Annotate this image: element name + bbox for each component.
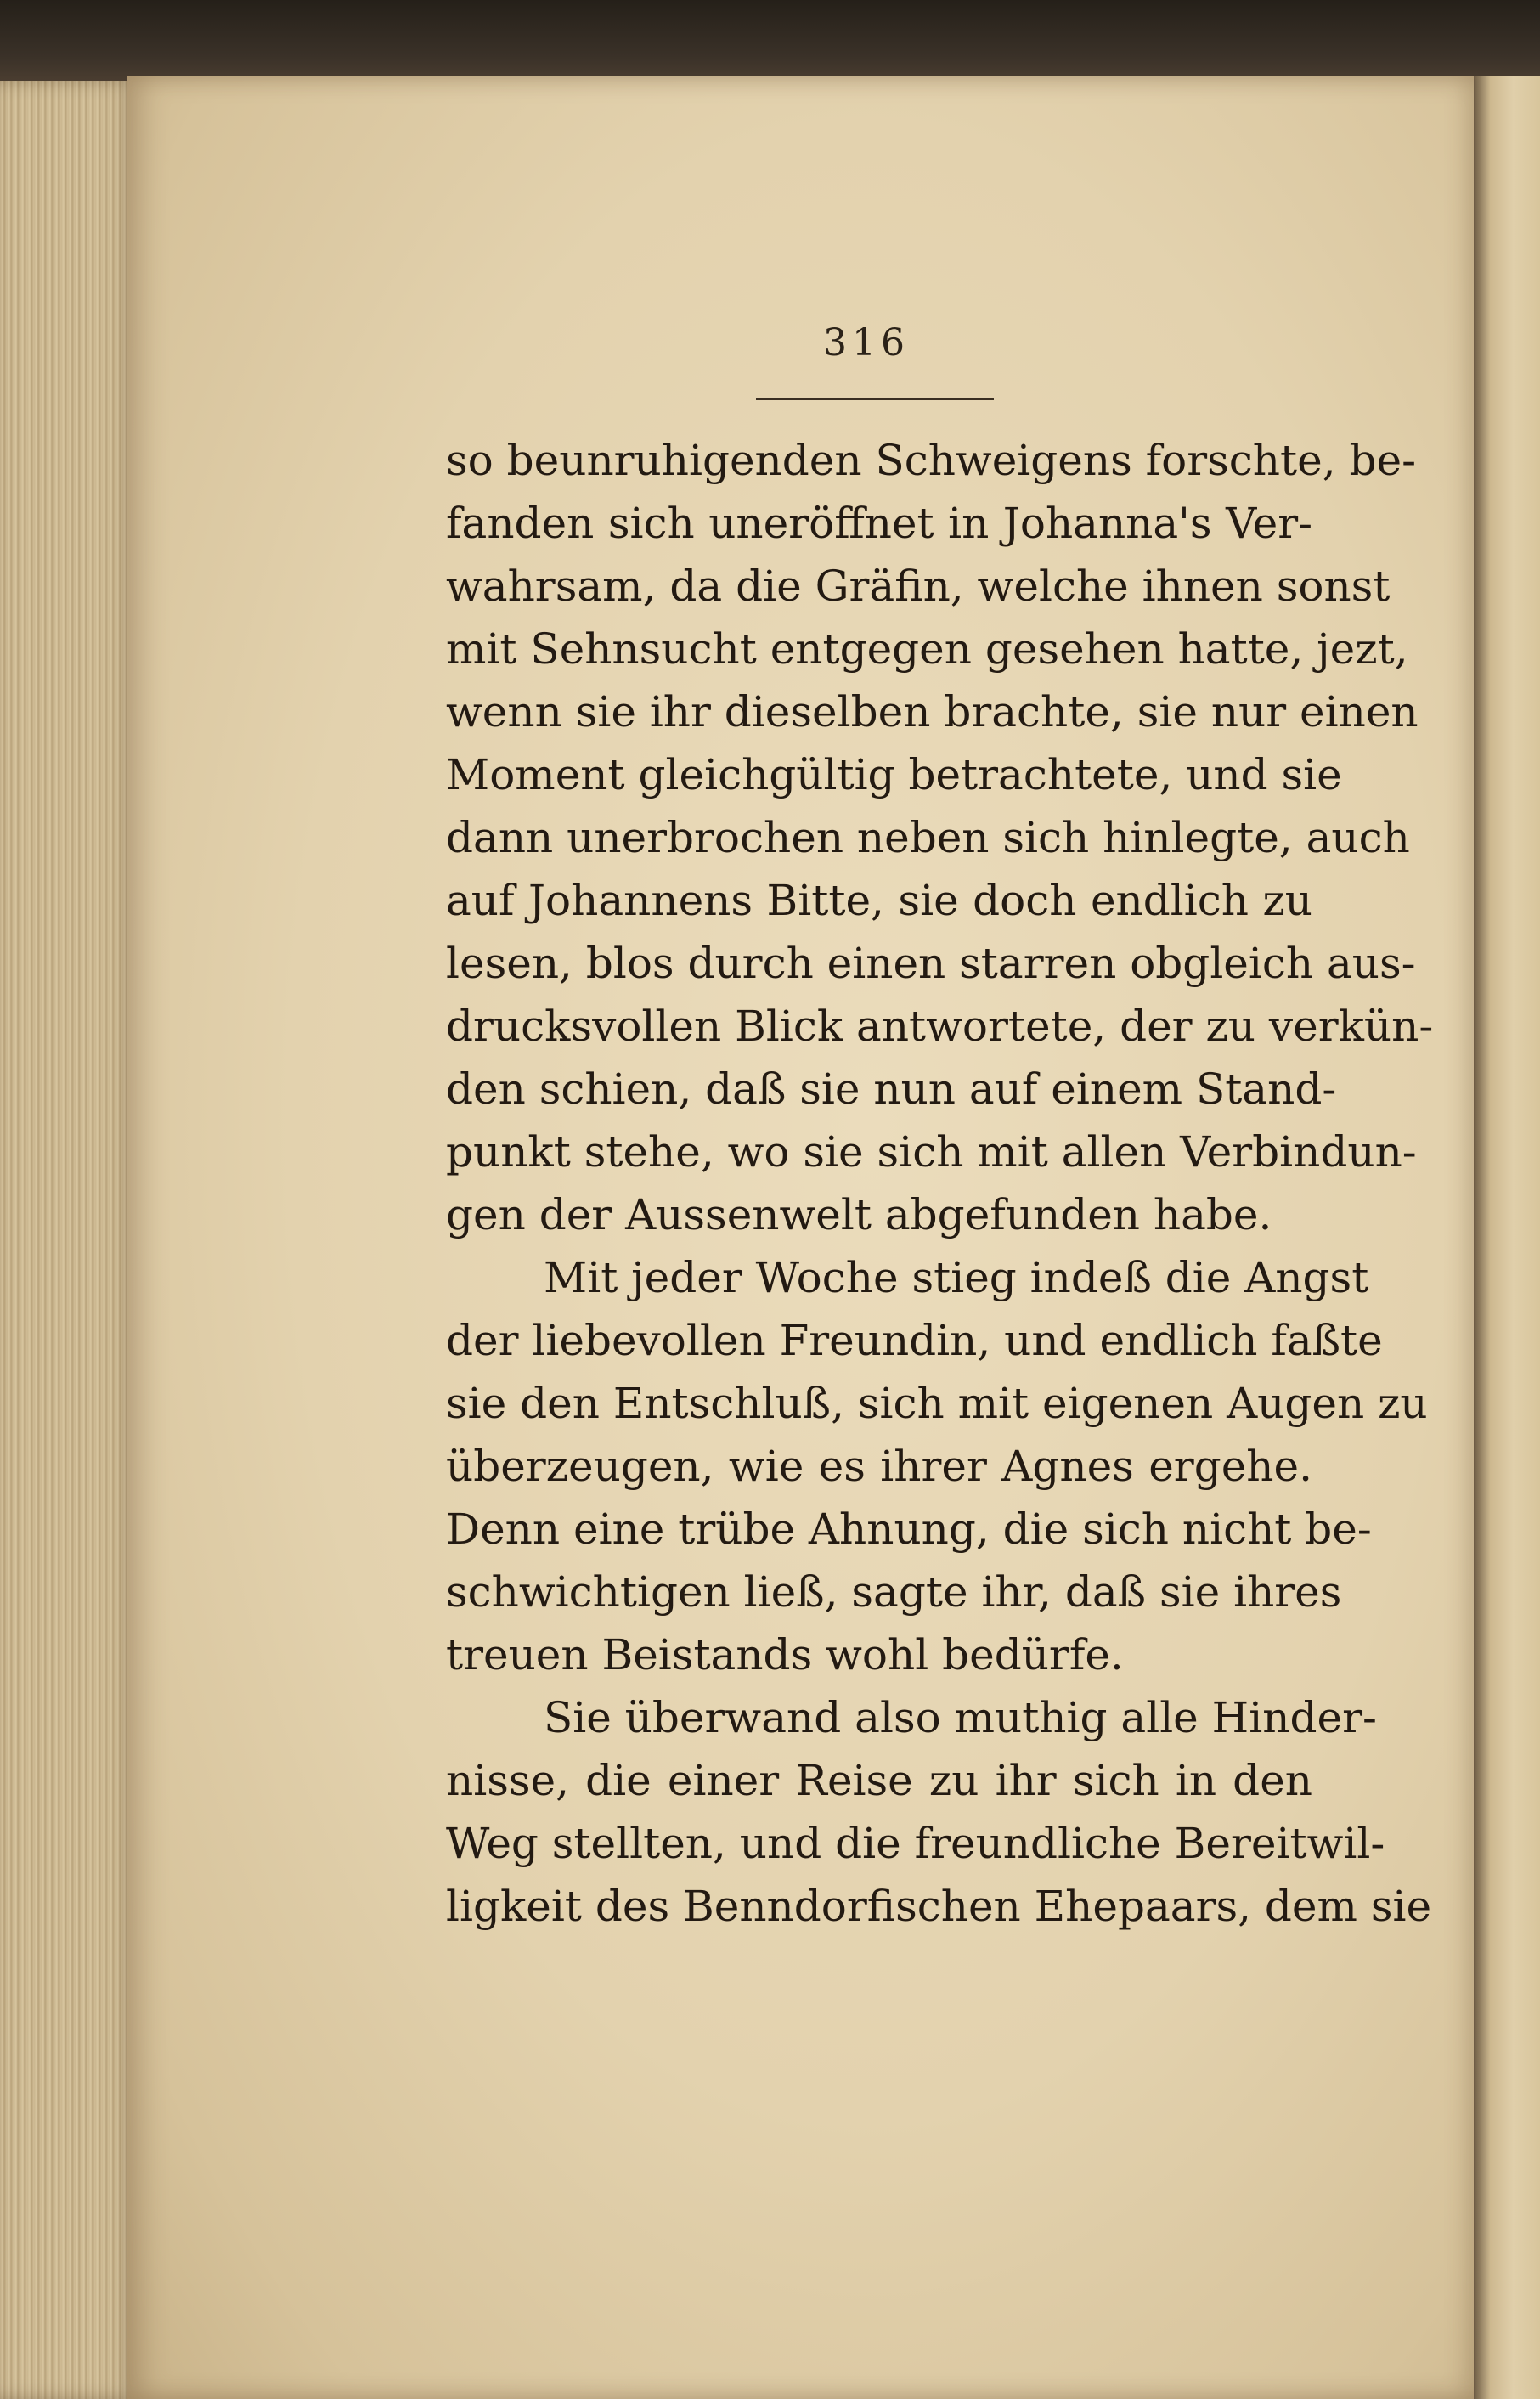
page-stack-edge [0, 81, 136, 2399]
text-line: sie den Entschluß, sich mit eigenen Augen zu [446, 1379, 1428, 1428]
body-text [446, 429, 1434, 1938]
text-line: fanden sich uneröffnet in Johanna's Ver- [446, 499, 1312, 548]
text-line: auf Johannens Bitte, sie doch endlich zu [446, 876, 1312, 925]
text-line: ligkeit des Benndorfischen Ehepaars, dem sie [446, 1882, 1432, 1931]
text-line: so beunruhigenden Schweigens forschte, be- [446, 436, 1416, 485]
paragraph-start-line: Sie überwand also muthig alle Hinder- [544, 1693, 1377, 1742]
paragraph-end-line: gen der Aussenwelt abgefunden habe. [446, 1190, 1272, 1239]
text-line: Denn eine trübe Ahnung, die sich nicht be- [446, 1504, 1372, 1554]
facing-page-edge [1474, 76, 1540, 2399]
paragraph-end-line: treuen Beistands wohl bedürfe. [446, 1630, 1124, 1679]
text-line: wenn sie ihr dieselben brachte, sie nur einen [446, 687, 1419, 737]
text-line: überzeugen, wie es ihrer Agnes ergehe. [446, 1442, 1312, 1491]
text-line: lesen, blos durch einen starren obgleich aus- [446, 939, 1416, 988]
book-cover-edge [0, 0, 1540, 81]
text-line: nisse, die einer Reise zu ihr sich in den [446, 1756, 1312, 1805]
text-line: Weg stellten, und die freundliche Bereitwil- [446, 1819, 1385, 1868]
text-line: den schien, daß sie nun auf einem Stand- [446, 1064, 1337, 1114]
header-rule [756, 398, 994, 400]
text-line: wahrsam, da die Gräfin, welche ihnen sonst [446, 562, 1391, 611]
text-line: mit Sehnsucht entgegen gesehen hatte, jezt, [446, 624, 1408, 674]
text-line: Moment gleichgültig betrachtete, und sie [446, 750, 1342, 799]
text-line: der liebevollen Freundin, und endlich faßte [446, 1316, 1383, 1365]
text-line: dann unerbrochen neben sich hinlegte, auch [446, 813, 1410, 862]
paragraph-start-line: Mit jeder Woche stieg indeß die Angst [544, 1253, 1369, 1302]
text-line: drucksvollen Blick antwortete, der zu verkün- [446, 1002, 1434, 1051]
text-line: schwichtigen ließ, sagte ihr, daß sie ihres [446, 1567, 1342, 1617]
text-line: punkt stehe, wo sie sich mit allen Verbindun- [446, 1127, 1417, 1177]
page-number: 316 [823, 321, 910, 364]
